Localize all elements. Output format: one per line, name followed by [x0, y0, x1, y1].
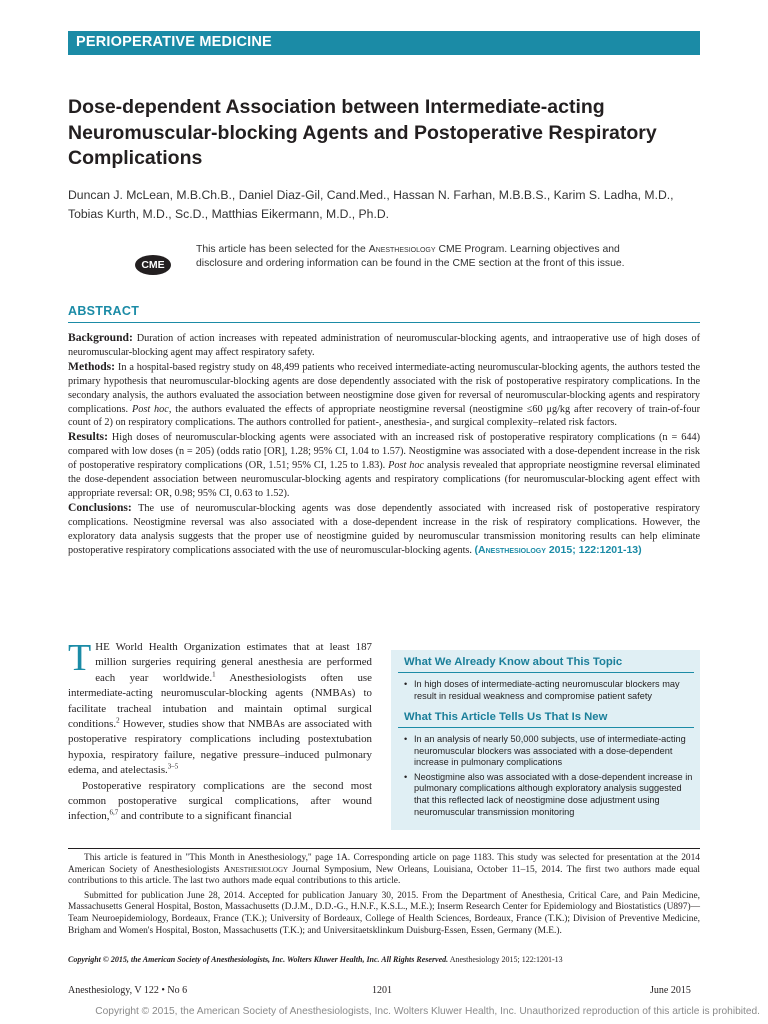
footnote-1: This article is featured in "This Month in Anesthesiology," page 1A. Corresponding article on page 1183. This study was selected for presentation at the 2014 American Society of Anesthesiologists Anesthesiology Journal Symposium, New Orleans, Louisiana, October 11–15, 2014. The first two authors made equal contributions to this article. The last two authors made equal contributions to this article.	[68, 853, 701, 887]
article-title: Dose-dependent Association between Intermediate-acting Neuromuscular-blocking Agents and Postoperative Respiratory Complications	[68, 96, 657, 169]
cme-notice	[196, 243, 646, 271]
results-label: Results:	[68, 430, 108, 444]
citation-link[interactable]: (Anesthesiology 2015; 122:1201-13)	[474, 543, 642, 556]
results-text-b: analysis revealed that appropriate neostigmine reversal eliminated the dose-dependent association between neuromuscular-blocking agents and respiratory complications (for neuromuscular-blocking agent effect with appropriate reversal: OR, 0.98; 95% CI, 0.63 to 1.52).	[68, 460, 701, 499]
reproduction-notice: Copyright © 2015, the American Society of Anesthesiologists, Inc. Wolters Kluwer Health, Inc. Unauthorized reproduction of this article is prohibited.	[95, 1006, 760, 1017]
abstract-background	[68, 331, 700, 360]
section-label: PERIOPERATIVE MEDICINE	[76, 34, 272, 50]
reference-3-5[interactable]: 3–5	[167, 762, 179, 771]
abstract-methods	[68, 360, 700, 431]
body-p2-a: Postoperative respiratory complications are the second most common postoperative surgical complications, after wound infection,	[68, 779, 372, 823]
abstract-heading: ABSTRACT	[68, 304, 140, 318]
list-item: • In high doses of intermediate-acting neuromuscular blockers may result in residual weakness and compromise patient safety	[404, 679, 680, 701]
section-bar	[68, 31, 700, 55]
abstract-divider	[68, 322, 700, 323]
abstract-conclusions	[68, 501, 700, 558]
dropcap-letter: T	[68, 637, 92, 679]
body-paragraph-2	[68, 779, 372, 825]
abstract-results	[68, 430, 700, 501]
footnote-divider	[68, 848, 700, 849]
copyright-line: Copyright © 2015, the American Society of Anesthesiologists, Inc. Wolters Kluwer Health, Inc. All Rights Reserved. Anesthesiology 2015; 122:1201-13	[68, 955, 563, 964]
body-text-column	[68, 637, 372, 825]
cme-text-before: This article has been selected for the	[196, 244, 366, 255]
list-item: • Neostigmine also was associated with a dose-dependent increase in pulmonary complications although exploratory analysis suggested that this reflected lack of neostigmine dose adjustment using neuromuscular transmission monitoring	[404, 771, 693, 817]
bullet-icon: •	[404, 734, 408, 744]
conclusions-text: The use of neuromuscular-blocking agents was dose dependently associated with increased risk of postoperative respiratory complications. Neostigmine reversal was also associated with a dose-dependent increase in the risk of respiratory complications. However, the exploratory data analysis suggests that the proper use of neostigmine guided by neuromuscular transmission monitoring results can help eliminate postoperative respiratory complications associated with the use of neuromuscular-blocking agents.	[68, 502, 700, 556]
cme-text-after: CME Program. Learning objectives and disclosure and ordering information can be found in the CME section at the front of this issue.	[196, 244, 625, 269]
box-divider-2	[398, 727, 694, 728]
results-text-a: High doses of neuromuscular-blocking agents were associated with an increased risk of postoperative respiratory complications (n = 644) compared with low doses (n = 205) (odds ratio [OR], 1.28; 95% CI, 1.04 to 1.57). Neostigmine was associated with a dose-dependent increase in the risk of postoperative respiratory complications (OR, 1.51; 95% CI, 1.25 to 1.83).	[68, 432, 701, 472]
author-list: Duncan J. McLean, M.B.Ch.B., Daniel Diaz-Gil, Cand.Med., Hassan N. Farhan, M.B.B.S., Karim S. Ladha, M.D., Tobias Kurth, M.D., Sc.D., Matthias Eikermann, M.D., Ph.D.	[68, 188, 674, 221]
body-p1-a: HE World Health Organization estimates that at least 187 million surgeries requiring general anesthesia are performed each year worldwide.	[95, 641, 372, 684]
bullet-icon: •	[404, 679, 408, 689]
body-p1-b: Anesthesiologists often use intermediate-acting neuromuscular-blocking agents (NMBAs) to facilitate tracheal intubation and maintain optimal surgical conditions.	[68, 671, 372, 731]
body-paragraph-1	[68, 637, 372, 779]
results-posthoc: Post hoc	[388, 460, 425, 472]
cme-journal-name: Anesthesiology	[368, 244, 436, 255]
reference-6-7[interactable]: 6,7	[109, 808, 119, 817]
footnote-2: Submitted for publication June 28, 2014. Accepted for publication January 30, 2015. From the Department of Anesthesia, Critical Care, and Pain Medicine, Massachusetts General Hospital, Boston, Massachusetts (D.J.M., D.D.-G., H.N.F., K.S.L., M.E.); Inserm Research Center for Epidemiology and Biostatistics (U897)—Team Neuroepidemiology, Bordeaux, France (T.K.); University of Bordeaux, College of Health Sciences, Bordeaux, France (T.K.); Division of Preventive Medicine, Brigham and Women's Hospital, Boston, Massachusetts (T.K.); and Universitaetsklinkum Duisburg-Essen, Essen, Germany (M.E.).	[68, 890, 700, 936]
reference-1[interactable]: 1	[212, 670, 216, 679]
bullet-icon: •	[404, 771, 408, 782]
footer-date: June 2015	[650, 985, 691, 996]
background-label: Background:	[68, 331, 133, 344]
box-heading-new: What This Article Tells Us That Is New	[404, 711, 608, 723]
methods-text-a: In a hospital-based registry study on 48,499 patients who received intermediate-acting neuromuscular-blocking agents, the authors tested the primary hypothesis that neuromuscular-blocking agents are dose dependently associated with the risk of postoperative respiratory complications. In the secondary analysis, the authors evaluated the association between neostigmine dose given for reversal of neuromuscular-blocking agents and respiratory complications.	[68, 361, 701, 415]
methods-posthoc: Post hoc	[131, 403, 169, 415]
methods-label: Methods:	[68, 359, 116, 373]
body-p2-b: and contribute to a significant financial	[120, 810, 292, 823]
abstract-body	[68, 331, 700, 558]
box-divider-1	[398, 672, 694, 673]
footer-journal-issue: Anesthesiology, V 122 • No 6	[68, 985, 188, 996]
methods-text-b: , the authors evaluated the effects of appropriate neostigmine reversal (neostigmine ≤60 μg/kg after recovery of train-of-four count of 2) on respiratory complications. The authors controlled for patient-, anesthesia-, and surgical complexity–related risk factors.	[68, 403, 700, 429]
background-text: Duration of action increases with repeated administration of neuromuscular-blocking agents, and intraoperative use of high doses of neuromuscular-blocking agent may affect respiratory safety.	[68, 333, 700, 358]
footnotes	[68, 853, 700, 940]
known-list	[402, 679, 694, 705]
list-item: • In an analysis of nearly 50,000 subjects, use of intermediate-acting neuromuscular blockers was associated with a dose-dependent increase in pulmonary complications	[404, 734, 686, 768]
box-heading-known: What We Already Know about This Topic	[404, 656, 623, 668]
reference-2[interactable]: 2	[116, 716, 120, 725]
cme-badge-icon: CME	[135, 255, 171, 275]
body-p1-c: However, studies show that NMBAs are associated with postoperative respiratory complications including postextubation hypoxia, respiratory failure, negative pressure–induced pulmonary edema, and atelectasis.	[68, 718, 372, 777]
new-list	[402, 734, 694, 821]
conclusions-label: Conclusions:	[68, 500, 132, 514]
footer-page-number: 1201	[372, 985, 392, 996]
